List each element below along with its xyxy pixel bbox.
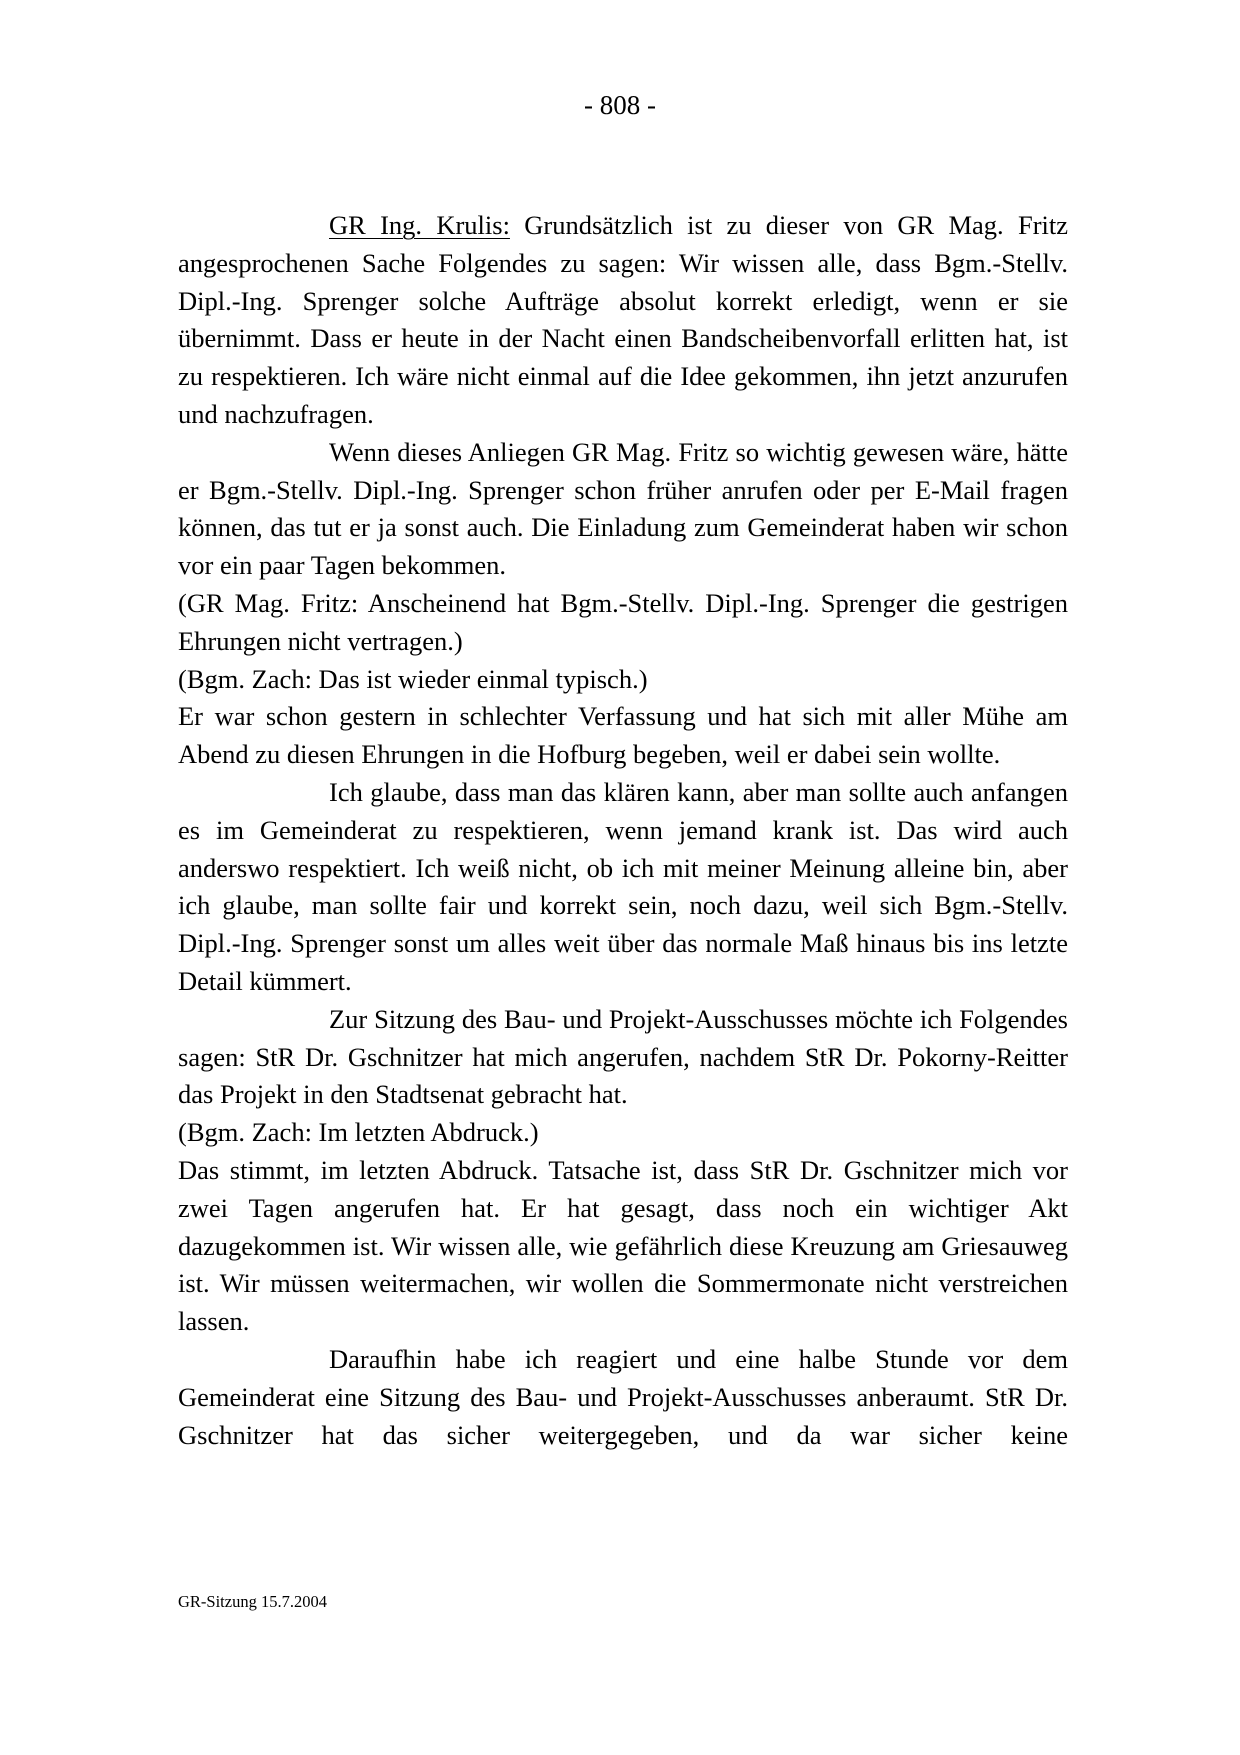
paragraph: Das stimmt, im letzten Abdruck. Tatsache ist, dass StR Dr. Gschnitzer mich vor zwei Tagen angerufen hat. Er hat gesagt, dass noch ein wichtiger Akt dazugekommen ist. Wir wissen alle, wie gefährlich diese Kreuzung am Griesauweg ist. Wir müssen weitermachen, wir wollen die Sommermonate nicht verstreichen lassen.	[178, 1154, 1068, 1337]
footer: GR-Sitzung 15.7.2004	[178, 1592, 327, 1611]
paragraph-text: Grundsätzlich ist zu dieser von GR Mag. Fritz angesprochenen Sache Folgendes zu sagen: Wir wissen alle, dass Bgm.-Stellv. Dipl.-Ing. Sprenger solche Aufträge absolut korrekt erledigt, wenn er sie übernimmt. Dass er heute in der Nacht einen Bandscheibenvorfall erlitten hat, ist zu respektieren. Ich wäre nicht einmal auf die Idee gekommen, ihn jetzt anzurufen und nachzufragen.	[178, 210, 1069, 429]
paragraph: Ich glaube, dass man das klären kann, aber man sollte auch anfangen es im Gemeinderat zu respektieren, wenn jemand krank ist. Das wird auch anderswo respektiert. Ich weiß nicht, ob ich mit meiner Meinung alleine bin, aber ich glaube, man sollte fair und korrekt sein, noch dazu, weil sich Bgm.-Stellv. Dipl.-Ing. Sprenger sonst um alles weit über das normale Maß hinaus bis ins letzte Detail kümmert.	[178, 776, 1068, 996]
page-number: - 808 -	[584, 90, 656, 120]
paragraph: Er war schon gestern in schlechter Verfassung und hat sich mit aller Mühe am Abend zu diesen Ehrungen in die Hofburg begeben, weil er dabei sein wollte.	[178, 701, 1068, 770]
interjection: (GR Mag. Fritz: Anscheinend hat Bgm.-Stellv. Dipl.-Ing. Sprenger die gestrigen Ehrungen nicht vertragen.)	[178, 587, 1068, 656]
paragraph: Daraufhin habe ich reagiert und eine halbe Stunde vor dem Gemeinderat eine Sitzung des Bau- und Projekt-Ausschusses anberaumt. StR Dr. Gschnitzer hat das sicher weitergegeben, und da war sicher keine	[178, 1343, 1068, 1450]
interjection: (Bgm. Zach: Im letzten Abdruck.)	[178, 1117, 539, 1148]
paragraph: Zur Sitzung des Bau- und Projekt-Ausschusses möchte ich Folgendes sagen: StR Dr. Gschnitzer hat mich angerufen, nachdem StR Dr. Pokorny-Reitter das Projekt in den Stadtsenat gebracht hat.	[178, 1003, 1068, 1110]
speaker-name: GR Ing. Krulis:	[329, 210, 510, 240]
paragraph: Wenn dieses Anliegen GR Mag. Fritz so wichtig gewesen wäre, hätte er Bgm.-Stellv. Dipl.-Ing. Sprenger schon früher anrufen oder per E-Mail fragen können, das tut er ja sonst auch. Die Einladung zum Gemeinderat haben wir schon vor ein paar Tagen bekommen.	[178, 436, 1068, 581]
body-text	[178, 207, 1068, 1454]
paragraph	[178, 207, 1068, 434]
interjection: (Bgm. Zach: Das ist wieder einmal typisch.)	[178, 663, 648, 694]
